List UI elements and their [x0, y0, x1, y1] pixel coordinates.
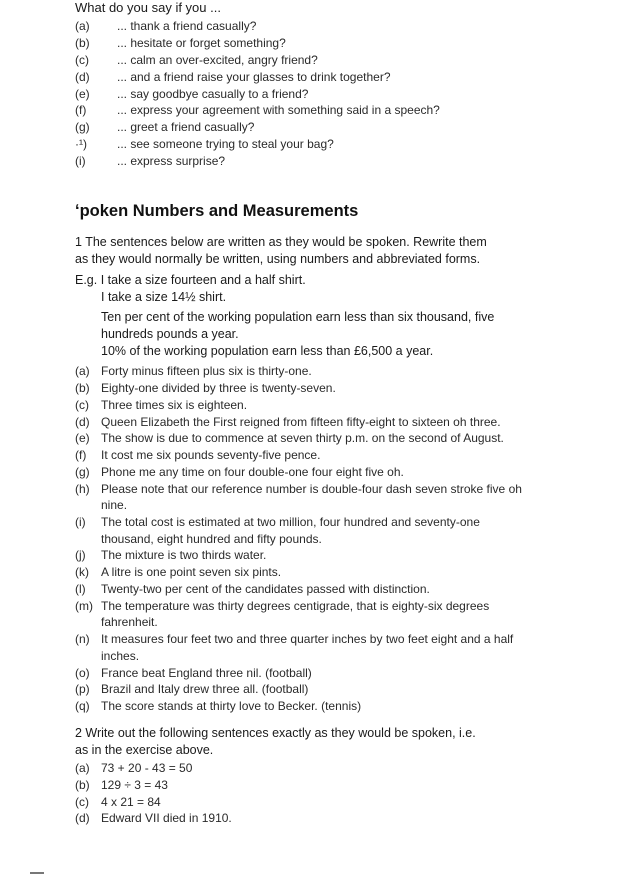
- exercise-1-instruction-cont: as they would normally be written, using numbers and abbreviated forms.: [75, 252, 481, 266]
- item-label: (c): [75, 795, 89, 809]
- item-text: Edward VII died in 1910.: [101, 811, 232, 825]
- item-text: Twenty-two per cent of the candidates passed with distinction.: [101, 582, 430, 596]
- item-text: Brazil and Italy drew three all. (football): [101, 682, 309, 696]
- exercise-item: [75, 632, 513, 646]
- exercise-item: [75, 548, 266, 562]
- item-label: (a): [75, 364, 90, 378]
- page-mark: [30, 872, 44, 874]
- item-text: ... express your agreement with something said in a speech?: [117, 103, 440, 117]
- question-intro: What do you say if you ...: [75, 0, 221, 15]
- item-text: Eighty-one divided by three is twenty-seven.: [101, 381, 336, 395]
- item-text: The temperature was thirty degrees centigrade, that is eighty-six degrees: [101, 599, 490, 613]
- example-spoken: E.g. I take a size fourteen and a half shirt.: [75, 273, 306, 287]
- item-label: (i): [75, 154, 86, 168]
- exercise-item: [75, 431, 504, 445]
- item-label: (c): [75, 398, 89, 412]
- item-label: ·¹): [75, 137, 87, 151]
- exercise-item: [75, 482, 522, 496]
- item-label: (d): [75, 415, 90, 429]
- item-text: ... see someone trying to steal your bag?: [117, 137, 334, 151]
- item-label: (a): [75, 19, 90, 33]
- item-text: France beat England three nil. (football): [101, 666, 312, 680]
- item-label: (j): [75, 548, 86, 562]
- exercise-item: [75, 795, 161, 809]
- list-item: [75, 154, 225, 168]
- exercise-item: [75, 811, 232, 825]
- item-text: ... calm an over-excited, angry friend?: [117, 53, 318, 67]
- item-text: It cost me six pounds seventy-five pence.: [101, 448, 321, 462]
- item-text: ... and a friend raise your glasses to drink together?: [117, 70, 391, 84]
- item-label: (d): [75, 70, 90, 84]
- item-text: It measures four feet two and three quarter inches by two feet eight and a half: [101, 632, 514, 646]
- exercise-item: [75, 582, 430, 596]
- item-text: The total cost is estimated at two million, four hundred and seventy-one: [101, 515, 480, 529]
- item-label: (g): [75, 465, 90, 479]
- item-label: (l): [75, 582, 86, 596]
- item-label: (o): [75, 666, 90, 680]
- item-label: (d): [75, 811, 90, 825]
- exercise-item: [75, 666, 312, 680]
- item-label: (c): [75, 53, 89, 67]
- exercise-item: [75, 565, 281, 579]
- item-label: (h): [75, 482, 90, 496]
- item-label: (f): [75, 448, 87, 462]
- item-label: (b): [75, 381, 90, 395]
- exercise-item: [75, 682, 308, 696]
- item-text: 4 x 21 = 84: [101, 795, 161, 809]
- item-label: (m): [75, 599, 93, 613]
- exercise-item: [75, 448, 320, 462]
- item-text: 73 + 20 - 43 = 50: [101, 761, 193, 775]
- item-text: ... thank a friend casually?: [117, 19, 257, 33]
- exercise-item: [75, 515, 480, 529]
- item-text: The mixture is two thirds water.: [101, 548, 267, 562]
- item-label: (g): [75, 120, 90, 134]
- item-label: (e): [75, 87, 90, 101]
- item-continuation: thousand, eight hundred and fifty pounds.: [101, 532, 322, 546]
- item-text: Please note that our reference number is double-four dash seven stroke five oh: [101, 482, 522, 496]
- item-continuation: fahrenheit.: [101, 615, 158, 629]
- exercise-item: [75, 364, 312, 378]
- exercise-2-instruction: 2 Write out the following sentences exactly as they would be spoken, i.e.: [75, 726, 476, 740]
- item-text: Phone me any time on four double-one four eight five oh.: [101, 465, 404, 479]
- item-label: (n): [75, 632, 90, 646]
- item-continuation: nine.: [101, 498, 128, 512]
- list-item: [75, 87, 308, 101]
- example-written: I take a size 14½ shirt.: [101, 290, 227, 304]
- item-label: (p): [75, 682, 90, 696]
- list-item: [75, 120, 254, 134]
- example-spoken-2: Ten per cent of the working population earn less than six thousand, five: [101, 310, 495, 324]
- item-text: Three times six is eighteen.: [101, 398, 248, 412]
- item-text: A litre is one point seven six pints.: [101, 565, 282, 579]
- item-text: The score stands at thirty love to Becker. (tennis): [101, 699, 362, 713]
- item-continuation: inches.: [101, 649, 140, 663]
- list-item: [75, 103, 440, 117]
- list-item: [75, 36, 286, 50]
- example-written-2: 10% of the working population earn less than £6,500 a year.: [101, 344, 434, 358]
- exercise-item: [75, 465, 404, 479]
- item-label: (k): [75, 565, 89, 579]
- item-text: ... hesitate or forget something?: [117, 36, 286, 50]
- example-spoken-2-cont: hundreds pounds a year.: [101, 327, 239, 341]
- item-text: ... greet a friend casually?: [117, 120, 255, 134]
- exercise-item: [75, 761, 192, 775]
- item-text: Queen Elizabeth the First reigned from fifteen fifty-eight to sixteen oh three.: [101, 415, 501, 429]
- item-label: (e): [75, 431, 90, 445]
- item-text: The show is due to commence at seven thirty p.m. on the second of August.: [101, 431, 504, 445]
- item-text: ... say goodbye casually to a friend?: [117, 87, 309, 101]
- section-heading: ʻpoken Numbers and Measurements: [75, 202, 359, 220]
- item-text: ... express surprise?: [117, 154, 226, 168]
- exercise-item: [75, 398, 247, 412]
- item-text: 129 ÷ 3 = 43: [101, 778, 168, 792]
- exercise-item: [75, 699, 361, 713]
- item-label: (f): [75, 103, 87, 117]
- exercise-1-instruction: 1 The sentences below are written as they would be spoken. Rewrite them: [75, 235, 487, 249]
- list-item: [75, 137, 334, 151]
- exercise-2-instruction-cont: as in the exercise above.: [75, 743, 214, 757]
- item-label: (a): [75, 761, 90, 775]
- exercise-item: [75, 778, 168, 792]
- item-label: (i): [75, 515, 86, 529]
- exercise-item: [75, 415, 501, 429]
- item-text: Forty minus fifteen plus six is thirty-one.: [101, 364, 312, 378]
- list-item: [75, 19, 256, 33]
- list-item: [75, 70, 391, 84]
- item-label: (b): [75, 36, 90, 50]
- item-label: (q): [75, 699, 90, 713]
- exercise-item: [75, 599, 489, 613]
- exercise-item: [75, 381, 336, 395]
- item-label: (b): [75, 778, 90, 792]
- list-item: [75, 53, 318, 67]
